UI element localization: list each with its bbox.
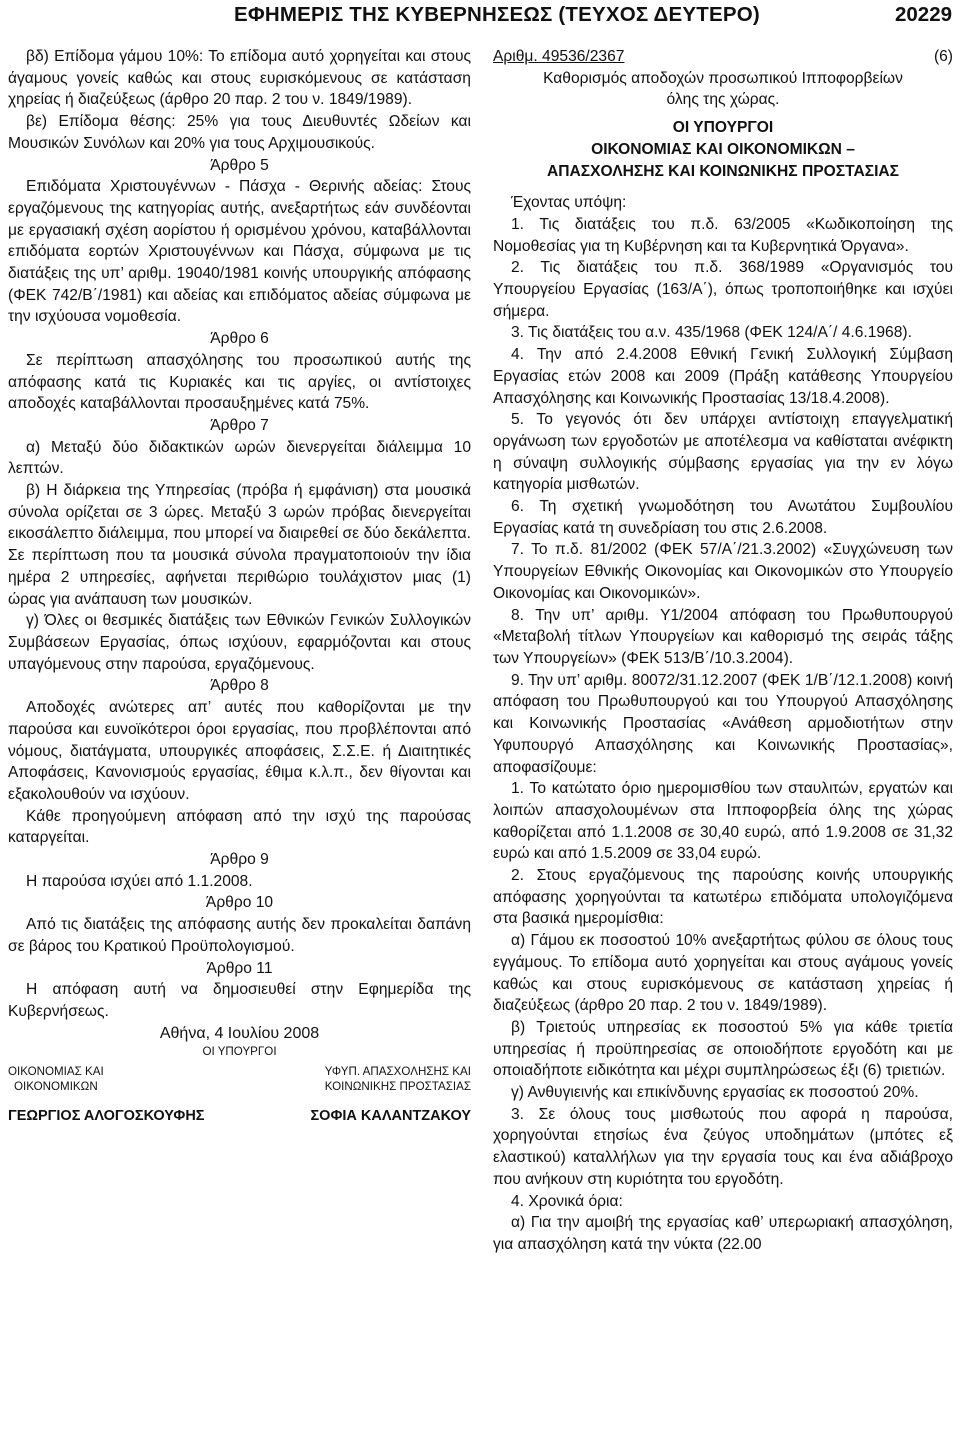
article-heading: Άρθρο 11: [206, 959, 273, 977]
paragraph: 2. Τις διατάξεις του π.δ. 368/1989 «Οργανισμός του Υπουργείου Εργασίας (163/Α΄), όπως τροποποιήθηκε και ισχύει σήμερα.: [493, 259, 953, 320]
paragraph: α) Γάμου εκ ποσοστού 10% ανεξαρτήτως φύλου σε όλους τους εγγάμους. Το επίδομα αυτό χορηγείται και στους αγάμους γονείς καθώς και στους ευρισκόμενους σε κατάσταση χηρείας ή διαζεύξεως (άρθρο 20 παρ. 2 του ν. 1849/1989).: [493, 932, 953, 1015]
paragraph: 3. Σε όλους τους μισθωτούς που αφορά η παρούσα, χορηγούνται ετησίως ένα ζεύγος υποδημάτων (μπότες εξ ελαστικού) καταλλήλων για την εργασία τους και ένα αδιάβροχο που ανήκουν στη κυριότητα του εργοδότη.: [493, 1105, 953, 1188]
signature-heading: ΟΙ ΥΠΟΥΡΓΟΙ: [202, 1045, 277, 1059]
article-heading: Άρθρο 6: [210, 330, 269, 348]
ministry-line: ΥΦΥΠ. ΑΠΑΣΧΟΛΗΣΗΣ ΚΑΙ: [324, 1065, 471, 1079]
minister-1-title: [8, 1064, 104, 1094]
article-heading: Άρθρο 10: [205, 894, 274, 912]
paragraph: 2. Στους εργαζόμενους της παρούσης κοινής υπουργικής απόφασης χορηγούνται τα κατωτέρω επιδόματα υπολογιζόμενα στα βασικά ημερομίσθια:: [493, 867, 953, 928]
paragraph: Επιδόματα Χριστουγέννων ‑ Πάσχα ‑ Θερινής αδείας: Στους εργαζόμενους της κατηγορίας αυτής, ανεξαρτήτως εάν συνδέονται με εργασιακή σχέση αορίστου ή ορισμένου χρόνου, καταβάλλονται επιδόματα εορτών Χριστουγέννων και Πάσχα, σύμφωνα με τις διατάξεις της υπ’ αριθμ. 19040/1981 κοινής υπουργικής απόφασης (ΦΕΚ 742/Β΄/1981) και αδείας και επιδόματος αδείας σύμφωνα με την ισχύουσα νομοθεσία.: [8, 178, 471, 326]
paragraph: β) Τριετούς υπηρεσίας εκ ποσοστού 5% για κάθε τριετία υπηρεσίας ή προϋπηρεσίας σε οποιοδήποτε εργοδότη και με οποιαδήποτε ειδικότητα και μέχρι συμπληρώσεως έξι (6) τριετιών.: [493, 1018, 953, 1080]
minister-2-name: ΣΟΦΙΑ ΚΑΛΑΝΤΖΑΚΟΥ: [310, 1108, 471, 1125]
paragraph: 1. Το κατώτατο όριο ημερομισθίου των σταυλιτών, εργατών και λοιπών απασχολουμένων στα Ιπποφορβεία όλης της χώρας καθορίζεται από 1.1.2008 σε 30,40 ευρώ, από 1.9.2008 σε 31,32 ευρώ και από 1.5.2009 σε 33,04 ευρώ.: [493, 780, 953, 863]
heading-line: ΑΠΑΣΧΟΛΗΣΗΣ ΚΑΙ ΚΟΙΝΩΝΙΚΗΣ ΠΡΟΣΤΑΣΙΑΣ: [546, 162, 900, 180]
signature-date: Αθήνα, 4 Ιουλίου 2008: [159, 1024, 320, 1042]
paragraph: Σε περίπτωση απασχόλησης του προσωπικού αυτής της απόφασης κατά τις Κυριακές και τις αργίες, οι αντίστοιχες αποδοχές καταβάλλονται προσαυξημένες κατά 75%.: [8, 351, 471, 413]
paragraph: β) Η διάρκεια της Υπηρεσίας (πρόβα ή εμφάνιση) στα μουσικά σύνολα ορίζεται σε 3 ώρες. Μεταξύ 3 ωρών πρόβας διενεργείται εικοσάλεπτο διάλειμμα, που μπορεί να διαιρεθεί σε δύο δεκάλεπτα. Σε περίπτωση που τα μουσικά σύνολα πραγματοποιούν την ίδια ημέρα 2 υπηρεσίες, αφήνεται περιθώριο τουλάχιστον μιας (1) ώρας για ανάπαυση των μουσικών.: [8, 482, 471, 608]
decision-number: Αριθμ. 49536/2367: [493, 48, 625, 65]
signature-ministries: [8, 1064, 471, 1094]
paragraph: 3. Τις διατάξεις του α.ν. 435/1968 (ΦΕΚ 124/Α΄/ 4.6.1968).: [511, 324, 912, 342]
heading-line: ΟΙΚΟΝΟΜΙΑΣ ΚΑΙ ΟΙΚΟΝΟΜΙΚΩΝ –: [591, 140, 855, 158]
gazette-title: ΕΦΗΜΕΡΙΣ ΤΗΣ ΚΥΒΕΡΝΗΣΕΩΣ (ΤΕΥΧΟΣ ΔΕΥΤΕΡΟ): [234, 3, 760, 26]
article-heading: Άρθρο 9: [210, 851, 269, 869]
paragraph: Η παρούσα ισχύει από 1.1.2008.: [26, 872, 253, 890]
minister-2-title: [325, 1064, 471, 1094]
ministry-line: ΟΙΚΟΝΟΜΙΑΣ ΚΑΙ: [8, 1065, 104, 1079]
page-number: 20229: [894, 3, 952, 26]
ministry-line: ΚΟΙΝΩΝΙΚΗΣ ΠΡΟΣΤΑΣΙΑΣ: [324, 1080, 471, 1094]
ministers-heading: [493, 117, 953, 182]
paragraph: 5. Το γεγονός ότι δεν υπάρχει αντίστοιχη επαγγελματική οργάνωση των εργοδοτών με αποτέλεσμα να καθίσταται ανέφικτη η σύναψη συλλογικής σύμβασης εργασίας για την εν λόγω κατηγορία μισθωτών.: [493, 411, 953, 494]
paragraph: 4. Χρονικά όρια:: [511, 1192, 623, 1210]
paragraph: Από τις διατάξεις της απόφασης αυτής δεν προκαλείται δαπάνη σε βάρος του Κρατικού Προϋπολογισμού.: [8, 916, 471, 955]
article-heading: Άρθρο 8: [210, 677, 269, 695]
decision-subject: Καθορισμός αποδοχών προσωπικού Ιπποφορβείων όλης της χώρας.: [543, 69, 903, 109]
paragraph: α) Μεταξύ δύο διδακτικών ωρών διενεργείται διάλειμμα 10 λεπτών.: [8, 438, 471, 478]
article-heading: Άρθρο 5: [210, 156, 269, 174]
minister-1-name: ΓΕΩΡΓΙΟΣ ΑΛΟΓΟΣΚΟΥΦΗΣ: [8, 1108, 205, 1125]
paragraph: Αποδοχές ανώτερες απ’ αυτές που καθορίζονται με την παρούσα και ευνοϊκότεροι όροι εργασίας, που προβλέπονται από νόμους, διατάγματα, υπουργικές αποφάσεις, Σ.Σ.Ε. ή Διαιτητικές Αποφάσεις, Κανονισμούς εργασίας, έθιμα κ.λ.π., δεν θίγονται και εξακολουθούν να ισχύουν.: [8, 699, 471, 803]
paragraph: 4. Την από 2.4.2008 Εθνική Γενική Συλλογική Σύμβαση Εργασίας ετών 2008 και 2009 (Πράξη κατάθεσης Υπουργείου Απασχόλησης και Κοινωνικής Προστασίας 13/18.4.2008).: [493, 346, 953, 407]
signature-names: [8, 1106, 471, 1128]
right-column: [493, 46, 953, 1256]
paragraph: 6. Τη σχετική γνωμοδότηση του Ανωτάτου Συμβουλίου Εργασίας κατά τη συνεδρίαση του στις 2.6.2008.: [493, 498, 953, 537]
paragraph: βε) Επίδομα θέσης: 25% για τους Διευθυντές Ωδείων και Μουσικών Συνόλων και 20% για τους Αρχιμουσικούς.: [8, 113, 471, 152]
decision-reference: [493, 46, 953, 68]
paragraph: α) Για την αμοιβή της εργασίας καθ’ υπερωριακή απασχόληση, για απασχόληση κατά την νύκτα (22.00: [493, 1214, 953, 1253]
paragraph: Έχοντας υπόψη:: [511, 194, 627, 212]
paragraph: Κάθε προηγούμενη απόφαση από την ισχύ της παρούσας καταργείται.: [8, 807, 471, 847]
paragraph: 7. Το π.δ. 81/2002 (ΦΕΚ 57/Α΄/21.3.2002) «Συγχώνευση των Υπουργείων Εθνικής Οικονομίας και Οικονομικών στο Υπουργείο Οικονομίας και Οικονομικών».: [493, 541, 953, 602]
paragraph: 8. Την υπ’ αριθμ. Υ1/2004 απόφαση του Πρωθυπουργού «Μεταβολή τίτλων Υπουργείων και καθορισμό της σειράς τάξης των Υπουργείων» (ΦΕΚ 513/Β΄/10.3.2004).: [493, 606, 953, 667]
left-column: [8, 46, 471, 1128]
article-heading: Άρθρο 7: [210, 416, 269, 434]
paragraph: 1. Τις διατάξεις του π.δ. 63/2005 «Κωδικοποίηση της Νομοθεσίας για τη Κυβέρνηση και τα Κυβερνητικά Όργανα».: [493, 215, 953, 255]
paragraph: Η απόφαση αυτή να δημοσιευθεί στην Εφημερίδα της Κυβερνήσεως.: [8, 981, 471, 1020]
page-header: [0, 0, 960, 34]
ministry-line: ΟΙΚΟΝΟΜΙΚΩΝ: [14, 1080, 98, 1094]
paragraph: γ) Όλες οι θεσμικές διατάξεις των Εθνικών Γενικών Συλλογικών Συμβάσεων Εργασίας, όπως ισχύουν, εφαρμόζονται και στους υπαγόμενους στην παρούσα, εργαζόμενους.: [8, 612, 471, 673]
paragraph: γ) Ανθυγιεινής και επικίνδυνης εργασίας εκ ποσοστού 20%.: [511, 1084, 919, 1102]
paragraph: βδ) Επίδομα γάμου 10%: Το επίδομα αυτό χορηγείται και στους άγαμους γονείς καθώς και στους ευρισκόμενους σε κατάσταση χηρείας ή διαζεύξεως (άρθρο 20 παρ. 2 του ν. 1849/1989).: [8, 48, 471, 109]
paragraph: 9. Την υπ’ αριθμ. 80072/31.12.2007 (ΦΕΚ 1/Β΄/12.1.2008) κοινή απόφαση του Πρωθυπουργού και του Υπουργού Απασχόλησης και Κοινωνικής Προστασίας «Ανάθεση αρμοδιοτήτων στην Υφυπουργό Απασχόλησης και Κοινωνικής Προστασίας», αποφασίζουμε:: [493, 671, 953, 776]
heading-line: ΟΙ ΥΠΟΥΡΓΟΙ: [672, 119, 774, 137]
decision-index: (6): [933, 48, 953, 65]
